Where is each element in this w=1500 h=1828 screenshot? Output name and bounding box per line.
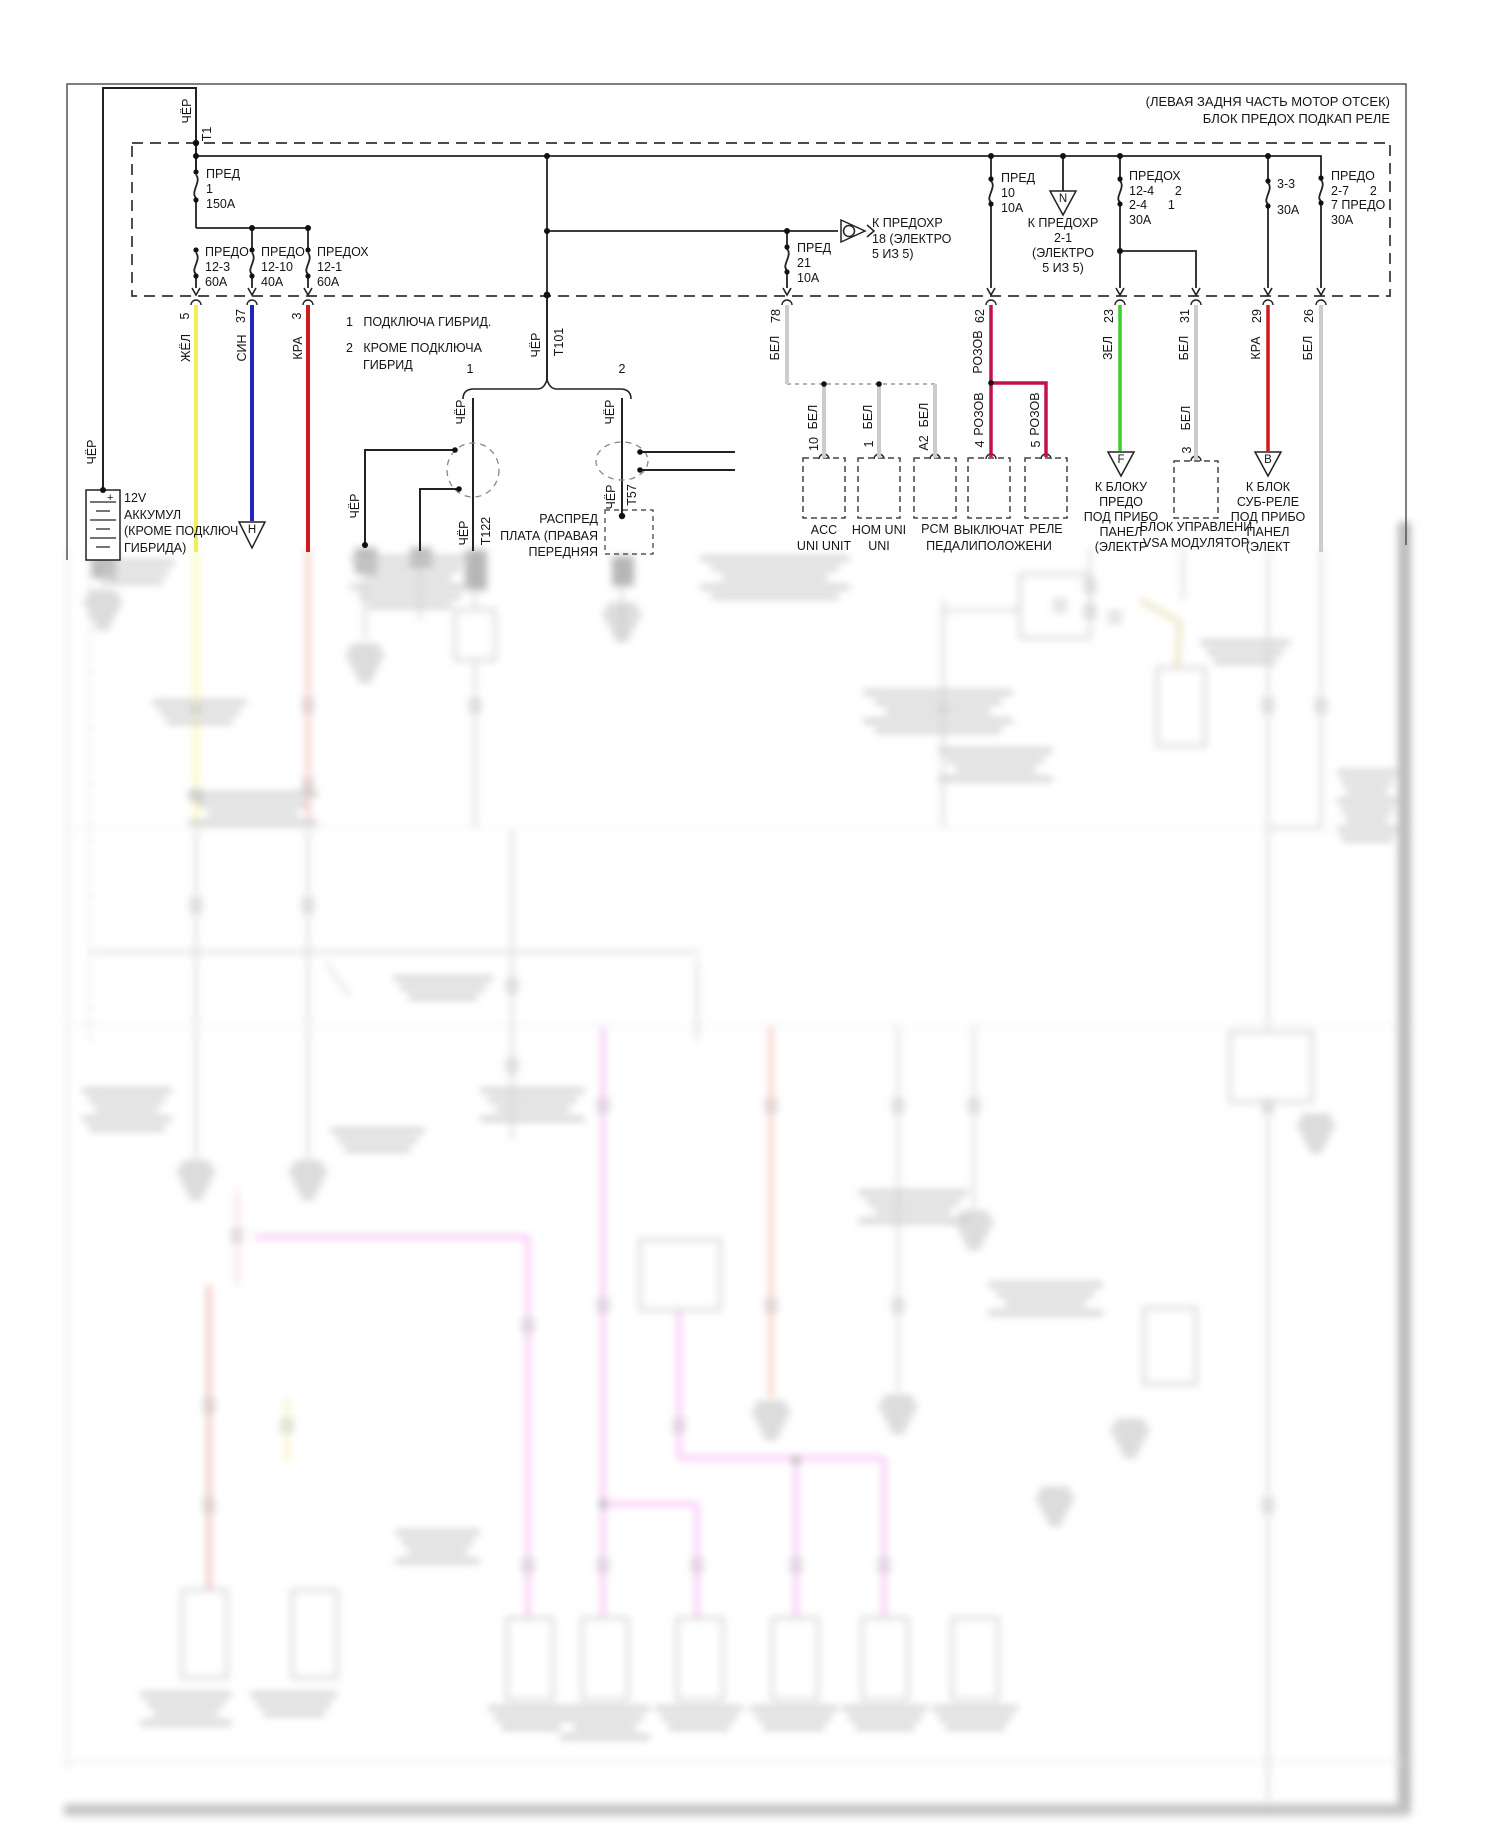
pcm-pin-color-line: БЕЛ — [916, 402, 931, 428]
battery-plus-line: + — [107, 492, 114, 504]
wire-62-color-line: РОЗОВ — [970, 330, 985, 374]
fuse-21-label-line: 10A — [797, 271, 820, 285]
pcm-label-line: PCM — [921, 522, 949, 536]
battery-label-line: (КРОМЕ ПОДКЛЮЧ — [124, 524, 239, 538]
pedal-pin-num — [973, 441, 988, 448]
block-f-label-line: К БЛОКУ — [1094, 480, 1148, 494]
raspred-label — [500, 511, 598, 561]
t1-connector-line: T1 — [199, 126, 214, 142]
acc-unit-label — [797, 522, 851, 554]
pcm-pin-num-line: A2 — [916, 435, 931, 451]
block-f-label-line: ПРЕДО — [1099, 495, 1143, 509]
wire-23-color-line: ЗЕЛ — [1100, 335, 1115, 361]
relay-label-line: РЕЛЕ — [1029, 522, 1063, 536]
t1-connector — [200, 127, 215, 142]
to-fuse-2-1-label-line: (ЭЛЕКТРО — [1032, 246, 1094, 260]
vsa-pin-color-line: БЕЛ — [1178, 405, 1193, 431]
fuse-12-10-label-line: 40A — [261, 275, 284, 289]
wire-31-color — [1177, 336, 1192, 361]
block-f-label-line: ПАНЕЛ — [1099, 525, 1143, 539]
battery-wire-color — [85, 439, 100, 464]
fuse-12-4-label — [1129, 169, 1182, 227]
fuse-12-3-label-line: 12-3 — [205, 260, 231, 274]
t57-connector — [625, 484, 640, 506]
wire-5-num-line: 5 — [177, 312, 192, 320]
branch-2-color — [603, 399, 618, 424]
t101-wire-color — [529, 332, 544, 357]
raspred-label-line: ПЛАТА (ПРАВАЯ — [500, 528, 598, 543]
pcm-pin-num — [917, 435, 932, 450]
triangle-n-letter — [1059, 193, 1067, 206]
wire-26-color — [1301, 336, 1316, 361]
block-f-label-line: (ЭЛЕКТР — [1094, 540, 1148, 554]
block-f-label-line: ПОД ПРИБО — [1083, 510, 1159, 524]
to-fuse-18-label-line: 5 ИЗ 5) — [872, 247, 914, 261]
legend-item-2 — [346, 341, 482, 356]
wire-37-color-line: СИН — [234, 334, 249, 362]
header-line: (ЛЕВАЯ ЗАДНЯ ЧАСТЬ МОТОР ОТСЕК) — [1145, 94, 1390, 109]
fuse-12-3-label — [205, 245, 249, 290]
fuse-12-10-label — [261, 245, 305, 290]
acc-unit-label-line: UNI UNIT — [796, 539, 852, 553]
wire-3-num-line: 3 — [289, 312, 304, 320]
fuse-12-4-label-line: 2-4 1 — [1129, 198, 1175, 212]
raspred-label-line: ПЕРЕДНЯЯ — [528, 545, 598, 559]
acc-pin-num — [807, 437, 822, 451]
t122-wire-color — [457, 520, 472, 545]
wire-23-num — [1102, 309, 1117, 323]
pedal-pin-color — [972, 392, 987, 435]
fuse-1-label-line: 150A — [206, 197, 236, 211]
battery-label — [124, 490, 238, 556]
fuse-10-label-line: ПРЕД — [1001, 171, 1036, 185]
to-fuse-18-label-line: 18 (ЭЛЕКТРО — [872, 231, 952, 246]
branch-1-color — [454, 399, 469, 424]
t57-connector-line: T57 — [624, 484, 639, 506]
triangle-h-letter-line: H — [247, 524, 257, 536]
vsa-pin-num-line: 3 — [1179, 446, 1194, 454]
hom-uni-label-line: UNI — [868, 539, 890, 553]
fuse-3-3-label — [1277, 171, 1299, 223]
wire-62-num — [973, 309, 988, 323]
triangle-b-letter — [1264, 454, 1272, 467]
wire-29-color-line: КРА — [1248, 336, 1263, 360]
wire-26-num-line: 26 — [1301, 309, 1316, 323]
acc-pin-color-line: БЕЛ — [805, 404, 820, 430]
fuse-21-label-line: ПРЕД — [797, 241, 832, 255]
branch-2-color-line: ЧЁР — [602, 399, 617, 425]
triangle-f-letter — [1117, 454, 1124, 467]
legend-item-2-line: 2 КРОМЕ ПОДКЛЮЧА — [346, 341, 482, 355]
relay-pin-color-line: РОЗОВ — [1027, 392, 1042, 436]
fuse-21-label — [797, 241, 831, 286]
fuse-2-7-label-line: 7 ПРЕДО — [1331, 198, 1386, 212]
t122-wire-color-line: ЧЁР — [456, 520, 471, 546]
hom-uni-label — [852, 522, 906, 554]
pedal-pin-num-line: 4 — [972, 440, 987, 448]
fuse-3-3-label-line: 30A — [1277, 203, 1300, 217]
battery-label-line: 12V — [124, 491, 147, 505]
fuse-1-label — [206, 167, 240, 212]
wire-23-color — [1101, 336, 1116, 360]
to-fuse-2-1-label-line: 2-1 — [1053, 231, 1073, 245]
raspred-label-line: РАСПРЕД — [539, 512, 598, 526]
to-fuse-18-label — [872, 216, 951, 263]
wire-31-color-line: БЕЛ — [1176, 335, 1191, 361]
wire-62-num-line: 62 — [972, 309, 987, 323]
fuse-2-7-label-line: 30A — [1331, 212, 1354, 227]
vsa-pin-color — [1179, 406, 1194, 431]
vsa-label — [1140, 519, 1252, 551]
t101-wire-color-line: ЧЁР — [528, 332, 543, 358]
fuse-12-3-label-line: ПРЕДО — [205, 245, 249, 259]
wire-23-num-line: 23 — [1101, 309, 1116, 323]
block-b-label-line: ПАНЕЛ — [1246, 525, 1290, 539]
fuse-12-4-label-line: ПРЕДОХ — [1129, 169, 1181, 183]
wire-26-color-line: БЕЛ — [1300, 335, 1315, 361]
branch-1-num-line: 1 — [466, 362, 474, 376]
block-b-label-line: СУБ-РЕЛЕ — [1236, 495, 1300, 509]
wire-37-color — [235, 334, 250, 361]
block-b-label-line: ПОД ПРИБО — [1230, 510, 1306, 524]
relay-pin-num — [1029, 441, 1044, 448]
t122-connector — [479, 517, 494, 546]
wire-29-color — [1249, 336, 1264, 359]
block-b-label-line: К БЛОК — [1245, 480, 1291, 494]
t1-wire-color-line: ЧЁР — [179, 98, 194, 124]
hom-pin-color-line: БЕЛ — [860, 404, 875, 430]
fuse-12-3-label-line: 60A — [205, 275, 228, 289]
acc-pin-color — [806, 405, 821, 430]
vsa-label-line: VSA МОДУЛЯТОР — [1142, 536, 1250, 550]
hom-pin-num-line: 1 — [861, 440, 876, 448]
fuse-2-7-label-line: 2-7 2 — [1331, 183, 1377, 198]
wire-37-num-line: 37 — [233, 309, 248, 323]
relay-pin-color — [1028, 392, 1043, 435]
t1-wire-color — [180, 98, 195, 123]
fuse-1-label-line: ПРЕД — [206, 167, 241, 181]
t122-connector-line: T122 — [478, 516, 493, 546]
header — [1146, 93, 1390, 127]
tap-wire-color-line: ЧЁР — [347, 493, 362, 519]
wire-78-num-line: 78 — [768, 309, 783, 323]
fuse-21-label-line: 21 — [797, 256, 811, 270]
pedal-switch-label-line: ВЫКЛЮЧАТ — [953, 523, 1025, 537]
pcm-pin-color — [917, 403, 932, 428]
wire-31-num-line: 31 — [1177, 309, 1192, 323]
hom-uni-label-line: HOM UNI — [851, 523, 907, 537]
wire-78-num — [769, 309, 784, 323]
wire-29-num-line: 29 — [1249, 309, 1264, 323]
fuse-3-3-label-line: 3-3 — [1277, 177, 1296, 191]
tap-wire-color — [348, 493, 363, 518]
fuse-12-4-label-line: 30A — [1129, 212, 1152, 227]
wire-62-color — [971, 330, 986, 373]
wire-78-color-line: БЕЛ — [767, 335, 782, 361]
fuse-12-4-label-line: 12-4 2 — [1129, 183, 1182, 198]
wire-3-color-line: КРА — [290, 336, 305, 360]
pedal-switch-label-line: ПЕДАЛИПОЛОЖЕНИ — [926, 539, 1052, 553]
fuse-12-1-label-line: ПРЕДОХ — [317, 245, 369, 259]
t57-wire-color — [604, 484, 619, 509]
wire-78-color — [768, 336, 783, 361]
triangle-n-letter-line: N — [1058, 193, 1068, 205]
legend-item-1-line: 1 ПОДКЛЮЧА ГИБРИД. — [346, 315, 492, 329]
fuse-12-1-label-line: 12-1 — [317, 260, 343, 274]
t101-connector — [552, 328, 567, 357]
wire-37-num — [234, 309, 249, 323]
t57-wire-color-line: ЧЁР — [603, 484, 618, 510]
branch-1-num — [467, 362, 474, 377]
fuse-10-label — [1001, 171, 1035, 216]
fuse-10-label-line: 10A — [1001, 201, 1024, 215]
fuse-12-10-label-line: 12-10 — [261, 260, 293, 274]
to-fuse-2-1-label — [1028, 216, 1099, 276]
battery-label-line: АККУМУЛ — [124, 507, 182, 522]
relay-label — [1029, 522, 1062, 537]
branch-2-num-line: 2 — [618, 362, 626, 376]
branch-1-color-line: ЧЁР — [453, 399, 468, 425]
triangle-h-letter — [248, 524, 256, 537]
wire-5-num — [178, 313, 193, 320]
battery-plus — [107, 492, 113, 505]
battery-wire-color-line: ЧЁР — [84, 439, 99, 465]
acc-unit-label-line: ACC — [810, 523, 838, 537]
hom-pin-color — [861, 405, 876, 430]
to-fuse-2-1-label-line: 5 ИЗ 5) — [1042, 261, 1084, 275]
vsa-pin-num — [1180, 447, 1195, 454]
fuse-10-label-line: 10 — [1001, 186, 1015, 200]
fuse-12-10-label-line: ПРЕДО — [261, 245, 305, 259]
header-line: БЛОК ПРЕДОХ ПОДКАП РЕЛЕ — [1202, 111, 1390, 126]
block-b-label-line: (ЭЛЕКТ — [1245, 540, 1291, 554]
fuse-12-1-label-line: 60A — [317, 275, 340, 289]
wire-31-num — [1178, 309, 1193, 323]
fuse-12-1-label — [317, 245, 369, 290]
wire-3-color — [291, 336, 306, 359]
wire-29-num — [1250, 309, 1265, 323]
pedal-pin-color-line: РОЗОВ — [971, 392, 986, 436]
vsa-label-line: БЛОК УПРАВЛЕНИ — [1139, 520, 1253, 534]
fuse-2-7-label-line: ПРЕДО — [1331, 169, 1375, 183]
wire-5-color — [179, 334, 194, 362]
wire-5-color-line: ЖЁЛ — [178, 333, 193, 363]
triangle-f-letter-line: F — [1117, 454, 1125, 466]
wire-26-num — [1302, 309, 1317, 323]
hom-pin-num — [862, 441, 877, 448]
to-fuse-2-1-label-line: К ПРЕДОХР — [1027, 216, 1099, 230]
wire-3-num — [290, 313, 305, 320]
acc-pin-num-line: 10 — [806, 437, 821, 451]
battery-label-line: ГИБРИДА) — [124, 540, 187, 555]
relay-pin-num-line: 5 — [1028, 440, 1043, 448]
legend-item-2b-line: ГИБРИД — [363, 358, 413, 372]
t101-connector-line: T101 — [551, 327, 566, 357]
fuse-1-label-line: 1 — [206, 182, 213, 196]
legend-item-1 — [346, 315, 491, 330]
fuse-2-7-label — [1331, 169, 1385, 227]
triangle-b-letter-line: B — [1264, 454, 1272, 466]
to-fuse-18-label-line: К ПРЕДОХР — [872, 216, 943, 230]
legend-item-2b — [363, 358, 413, 373]
branch-2-num — [619, 362, 626, 377]
